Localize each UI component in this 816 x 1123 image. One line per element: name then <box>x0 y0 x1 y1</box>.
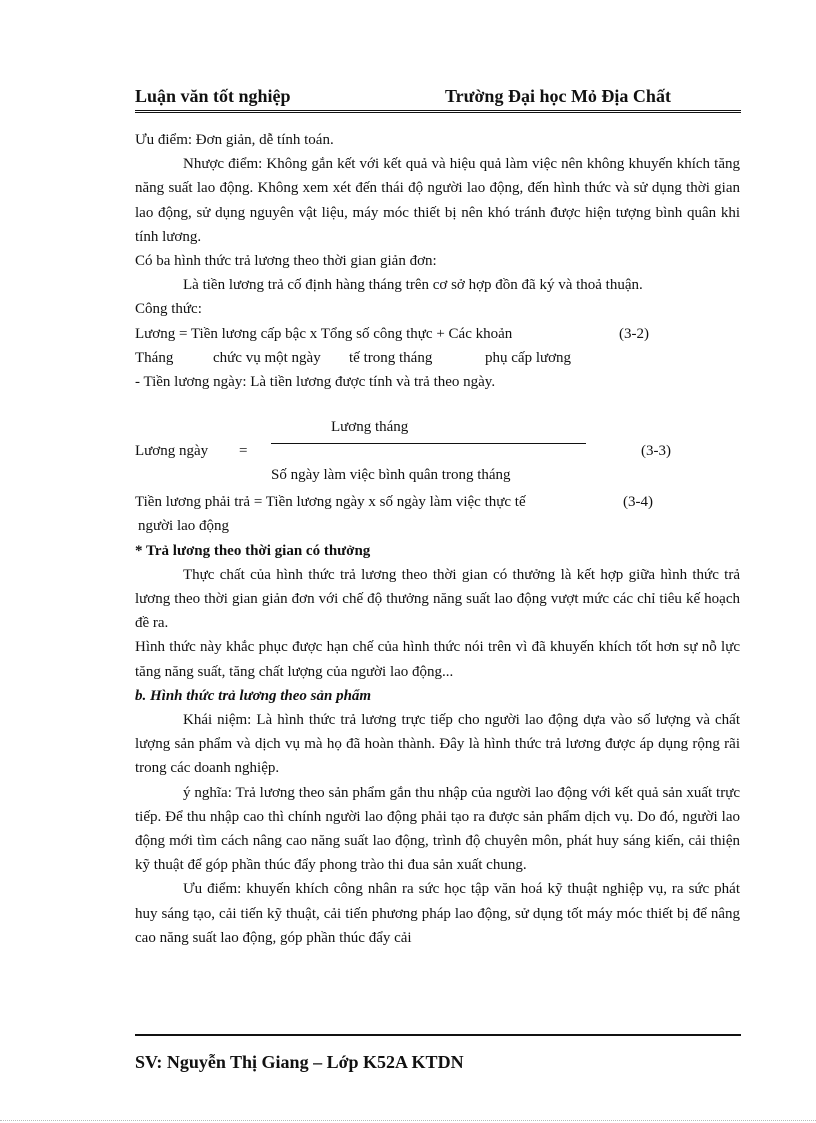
header-university-name: Trường Đại học Mỏ Địa Chất <box>445 86 671 106</box>
document-body <box>135 128 740 950</box>
heading-time-with-bonus: * Trả lương theo thời gian có thưởng <box>135 542 371 559</box>
paragraph-formula-label: Công thức: <box>135 301 202 318</box>
formula-3-2-text: Lương = Tiền lương cấp bậc x Tổng số công thực + Các khoản <box>135 325 513 342</box>
formula-3-3 <box>135 394 740 490</box>
paragraph-advantages: Ưu điểm: Đơn giản, dễ tính toán. <box>135 132 334 148</box>
page-header <box>135 86 741 112</box>
formula-3-3-denominator: Số ngày làm việc bình quân trong tháng <box>271 467 511 484</box>
paragraph-daily-wage: - Tiền lương ngày: Là tiền lương được tính và trả theo ngày. <box>135 374 496 390</box>
formula-3-4-line2 <box>135 514 740 538</box>
paragraph-piece-rate-meaning: ý nghĩa: Trả lương theo sản phẩm gắn thu nhập của người lao động với kết quả sản xuất trực tiếp. Để thu nhập cao thì chính người lao động phải tạo ra được sản phẩm dịch vụ. Do đó, người lao động mới tìm cách nâng cao năng suất lao động, trình độ chuyên môn, phát huy sáng kiến, cải thiện kỹ thuật để góp phần thúc đẩy phong trào thi đua sản xuất chung. <box>135 784 740 874</box>
formula-3-2-col-actual: tế trong tháng <box>349 349 433 366</box>
formula-3-4-worker: người lao động <box>138 518 230 535</box>
formula-3-2-col-position: chức vụ một ngày <box>213 349 321 366</box>
formula-3-2-col-month: Tháng <box>135 349 174 366</box>
paragraph-piece-rate-concept: Khái niệm: Là hình thức trả lương trực tiếp cho người lao động dựa vào số lượng và chất lượng sản phẩm và dịch vụ mà họ đã hoàn thành. Đây là hình thức trả lương được áp dụng rộng rãi trong các doanh nghiệp. <box>135 712 740 777</box>
formula-3-3-numerator: Lương tháng <box>331 419 409 436</box>
header-double-rule <box>135 110 741 113</box>
formula-3-2-number: (3-2) <box>619 325 649 342</box>
formula-3-4-line1 <box>135 490 740 514</box>
header-thesis-title: Luận văn tốt nghiệp <box>135 86 291 106</box>
formula-3-3-lhs: Lương ngày <box>135 443 209 460</box>
paragraph-piece-rate-advantages: Ưu điểm: khuyến khích công nhân ra sức học tập văn hoá kỹ thuật nghiệp vụ, ra sức phát huy sáng tạo, cải tiến kỹ thuật, cải tiến phương pháp lao động, sử dụng tốt máy móc thiết bị để nâng cao năng suất lao động, góp phần thúc đẩy cải <box>135 881 740 946</box>
footer-rule <box>135 1034 741 1036</box>
paragraph-time-bonus-essence: Thực chất của hình thức trả lương theo thời gian có thưởng là kết hợp giữa hình thức trả lương theo thời gian giản đơn với chế độ thưởng năng suất lao động vượt mức các chỉ tiêu kế hoạch đề ra. <box>135 566 740 632</box>
heading-piece-rate: b. Hình thức trả lương theo sản phẩm <box>135 687 372 704</box>
paragraph-three-forms: Có ba hình thức trả lương theo thời gian giản đơn: <box>135 253 437 270</box>
paragraph-disadvantages: Nhược điểm: Không gắn kết với kết quả và hiệu quả làm việc nên không khuyến khích tăng năng suất lao động. Không xem xét đến thái độ người lao động, đến hình thức và sử dụng thời gian lao động, sử dụng nguyên vật liệu, máy móc thiết bị nên khó tránh được hiện tượng bình quân khi tính lương. <box>135 156 740 245</box>
formula-3-4-text: Tiền lương phải trả = Tiền lương ngày x số ngày làm việc thực tế <box>135 494 526 511</box>
paragraph-monthly-wage: Là tiền lương trả cố định hàng tháng trên cơ sở hợp đồn đã ký và thoả thuận. <box>183 277 643 294</box>
formula-3-4-number: (3-4) <box>623 494 653 511</box>
formula-3-3-equals: = <box>239 443 248 460</box>
page-bottom-edge <box>0 1120 816 1121</box>
formula-3-2-col-allowance: phụ cấp lương <box>485 349 572 366</box>
formula-3-3-number: (3-3) <box>641 443 671 460</box>
paragraph-time-bonus-effect: Hình thức này khắc phục được hạn chế của hình thức nói trên vì đã khuyến khích tốt hơn sự nỗ lực tăng năng suất, tăng chất lượng của người lao động... <box>135 639 740 680</box>
formula-3-2-line1 <box>135 322 740 346</box>
formula-3-3-fraction-bar <box>271 443 586 444</box>
page-footer-author: SV: Nguyễn Thị Giang – Lớp K52A KTDN <box>135 1052 464 1072</box>
formula-3-2-line2 <box>135 346 740 370</box>
